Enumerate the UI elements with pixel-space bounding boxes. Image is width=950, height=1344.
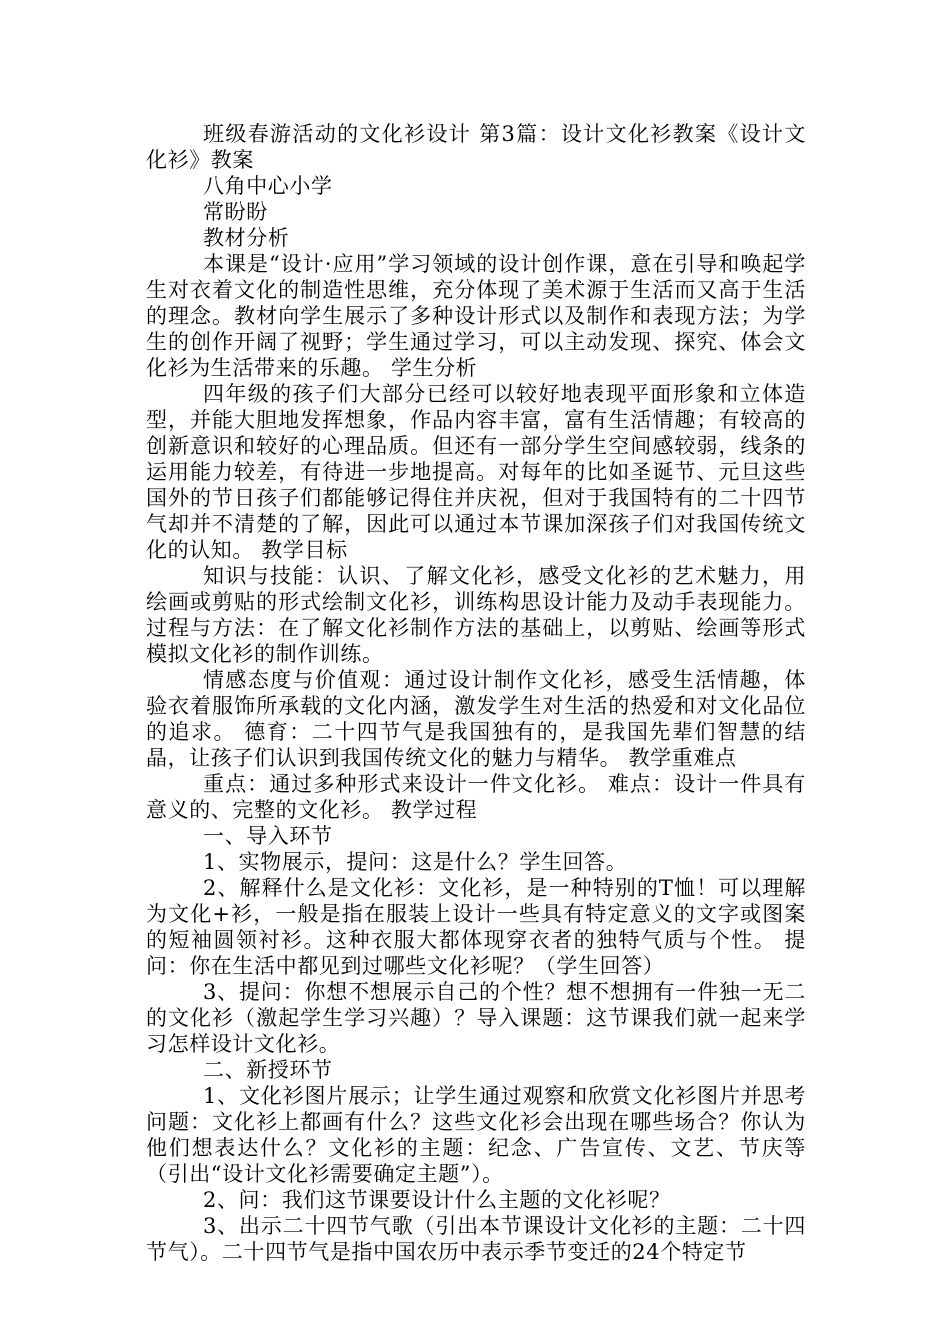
paragraph: 3、提问：你想不想展示自己的个性？想不想拥有一件独一无二的文化衫（激起学生学习兴趣）？导入课题：这节课我们就一起来学习怎样设计文化衫。 [146,980,806,1056]
section-heading: 二、新授环节 [203,1058,333,1082]
section-heading: 教材分析 [203,226,290,250]
paragraph: 四年级的孩子们大部分已经可以较好地表现平面形象和立体造型，并能大胆地发挥想象，作品内容丰富，富有生活情趣；有较高的创新意识和较好的心理品质。但还有一部分学生空间感较弱，线条的运用能力较差，有待进一步地提高。对每年的比如圣诞节、元旦这些国外的节日孩子们都能够记得住并庆祝，但对于我国特有的二十四节气却并不清楚的了解，因此可以通过本节课加深孩子们对我国传统文化的认知。 教学目标 [146,382,806,562]
paragraph: 2、解释什么是文化衫：文化衫，是一种特别的T恤！可以理解为文化+衫，一般是指在服装上设计一些具有特定意义的文字或图案的短袖圆领衬衫。这种衣服大都体现穿衣者的独特气质与个性。 提问：你在生活中都见到过哪些文化衫呢？（学生回答） [146,876,806,978]
author-name: 常盼盼 [203,200,268,224]
paragraph: 1、文化衫图片展示；让学生通过观察和欣赏文化衫图片并思考问题：文化衫上都画有什么？这些文化衫会出现在哪些场合？你认为他们想表达什么？文化衫的主题：纪念、广告宣传、文艺、节庆等（引出“设计文化衫需要确定主题”）。 [146,1084,806,1186]
document-title: 班级春游活动的文化衫设计 第3篇：设计文化衫教案《设计文化衫》教案 [146,122,806,172]
paragraph: 2、问：我们这节课要设计什么主题的文化衫呢？ [203,1188,671,1212]
paragraph: 1、实物展示，提问：这是什么？学生回答。 [203,850,628,874]
paragraph: 本课是“设计·应用”学习领域的设计创作课，意在引导和唤起学生对衣着文化的制造性思维，充分体现了美术源于生活而又高于生活的理念。教材向学生展示了多种设计形式以及制作和表现方法；为学生的创作开阔了视野；学生通过学习，可以主动发现、探究、体会文化衫为生活带来的乐趣。 学生分析 [146,252,806,380]
paragraph: 重点：通过多种形式来设计一件文化衫。 难点：设计一件具有意义的、完整的文化衫。 教学过程 [146,772,806,822]
paragraph: 知识与技能：认识、了解文化衫，感受文化衫的艺术魅力，用绘画或剪贴的形式绘制文化衫，训练构思设计能力及动手表现能力。 过程与方法：在了解文化衫制作方法的基础上，以剪贴、绘画等形式模拟文化衫的制作训练。 [146,564,806,666]
paragraph: 情感态度与价值观：通过设计制作文化衫，感受生活情趣，体验衣着服饰所承载的文化内涵，激发学生对生活的热爱和对文化品位的追求。 德育：二十四节气是我国独有的，是我国先辈们智慧的结晶，让孩子们认识到我国传统文化的魅力与精华。 教学重难点 [146,668,806,770]
paragraph: 3、出示二十四节气歌（引出本节课设计文化衫的主题：二十四节气）。二十四节气是指中国农历中表示季节变迁的24个特定节 [146,1214,806,1264]
school-name: 八角中心小学 [203,174,333,198]
section-heading: 一、导入环节 [203,824,333,848]
document-page [146,121,806,1265]
